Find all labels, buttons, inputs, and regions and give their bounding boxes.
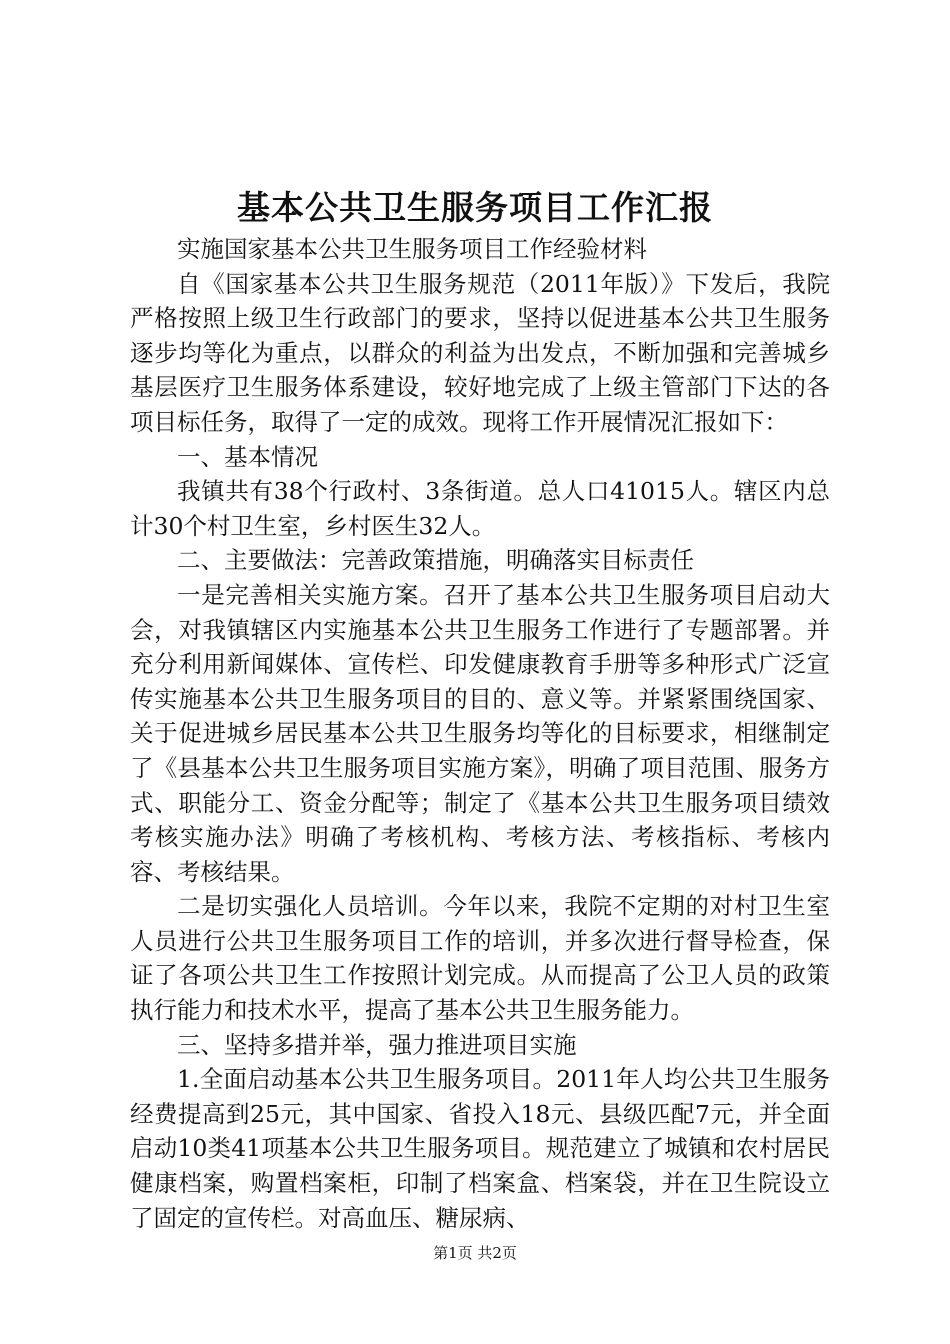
document-body xyxy=(130,232,830,1235)
section-heading-main-practices: 二、主要做法：完善政策措施，明确落实目标责任 xyxy=(177,546,694,575)
paragraph-basic-info: 我镇共有38个行政村、3条街道。总人口41015人。辖区内总计30个村卫生室，乡村医生32人。 xyxy=(130,477,830,540)
document-title: 基本公共卫生服务项目工作汇报 xyxy=(237,188,713,227)
paragraph-intro: 自《国家基本公共卫生服务规范（2011年版）》下发后，我院严格按照上级卫生行政部门的要求，坚持以促进基本公共卫生服务逐步均等化为重点，以群众的利益为出发点，不断加强和完善城乡基层医疗卫生服务体系建设，较好地完成了上级主管部门下达的各项目标任务，取得了一定的成效。现将工作开展情况汇报如下： xyxy=(130,269,830,436)
page-footer: 第1页 共2页 xyxy=(433,1244,517,1262)
paragraph-staff-training: 二是切实强化人员培训。今年以来，我院不定期的对村卫生室人员进行公共卫生服务项目工作的培训，并多次进行督导检查，保证了各项公共卫生工作按照计划完成。从而提高了公卫人员的政策执行能力和技术水平，提高了基本公共卫生服务能力。 xyxy=(130,892,830,1025)
paragraph-implementation-plan: 一是完善相关实施方案。召开了基本公共卫生服务项目启动大会，对我镇辖区内实施基本公共卫生服务工作进行了专题部署。并充分利用新闻媒体、宣传栏、印发健康教育手册等多种形式广泛宣传实施基本公共卫生服务项目的目的、意义等。并紧紧围绕国家、关于促进城乡居民基本公共卫生服务均等化的目标要求，相继制定了《县基本公共卫生服务项目实施方案》，明确了项目范围、服务方式、职能分工、资金分配等；制定了《基本公共卫生服务项目绩效考核实施办法》明确了考核机构、考核方法、考核指标、考核内容、考核结果。 xyxy=(130,580,830,886)
section-heading-measures: 三、坚持多措并举，强力推进项目实施 xyxy=(177,1030,577,1059)
paragraph-project-launch: 1.全面启动基本公共卫生服务项目。2011年人均公共卫生服务经费提高到25元，其中国家、省投入18元、县级匹配7元，并全面启动10类41项基本公共卫生服务项目。规范建立了城镇和农村居民健康档案，购置档案柜，印制了档案盒、档案袋，并在卫生院设立了固定的宣传栏。对高血压、糖尿病、 xyxy=(130,1065,830,1232)
section-heading-basic-info: 一、基本情况 xyxy=(177,442,318,471)
paragraph-subtitle: 实施国家基本公共卫生服务项目工作经验材料 xyxy=(177,235,647,263)
